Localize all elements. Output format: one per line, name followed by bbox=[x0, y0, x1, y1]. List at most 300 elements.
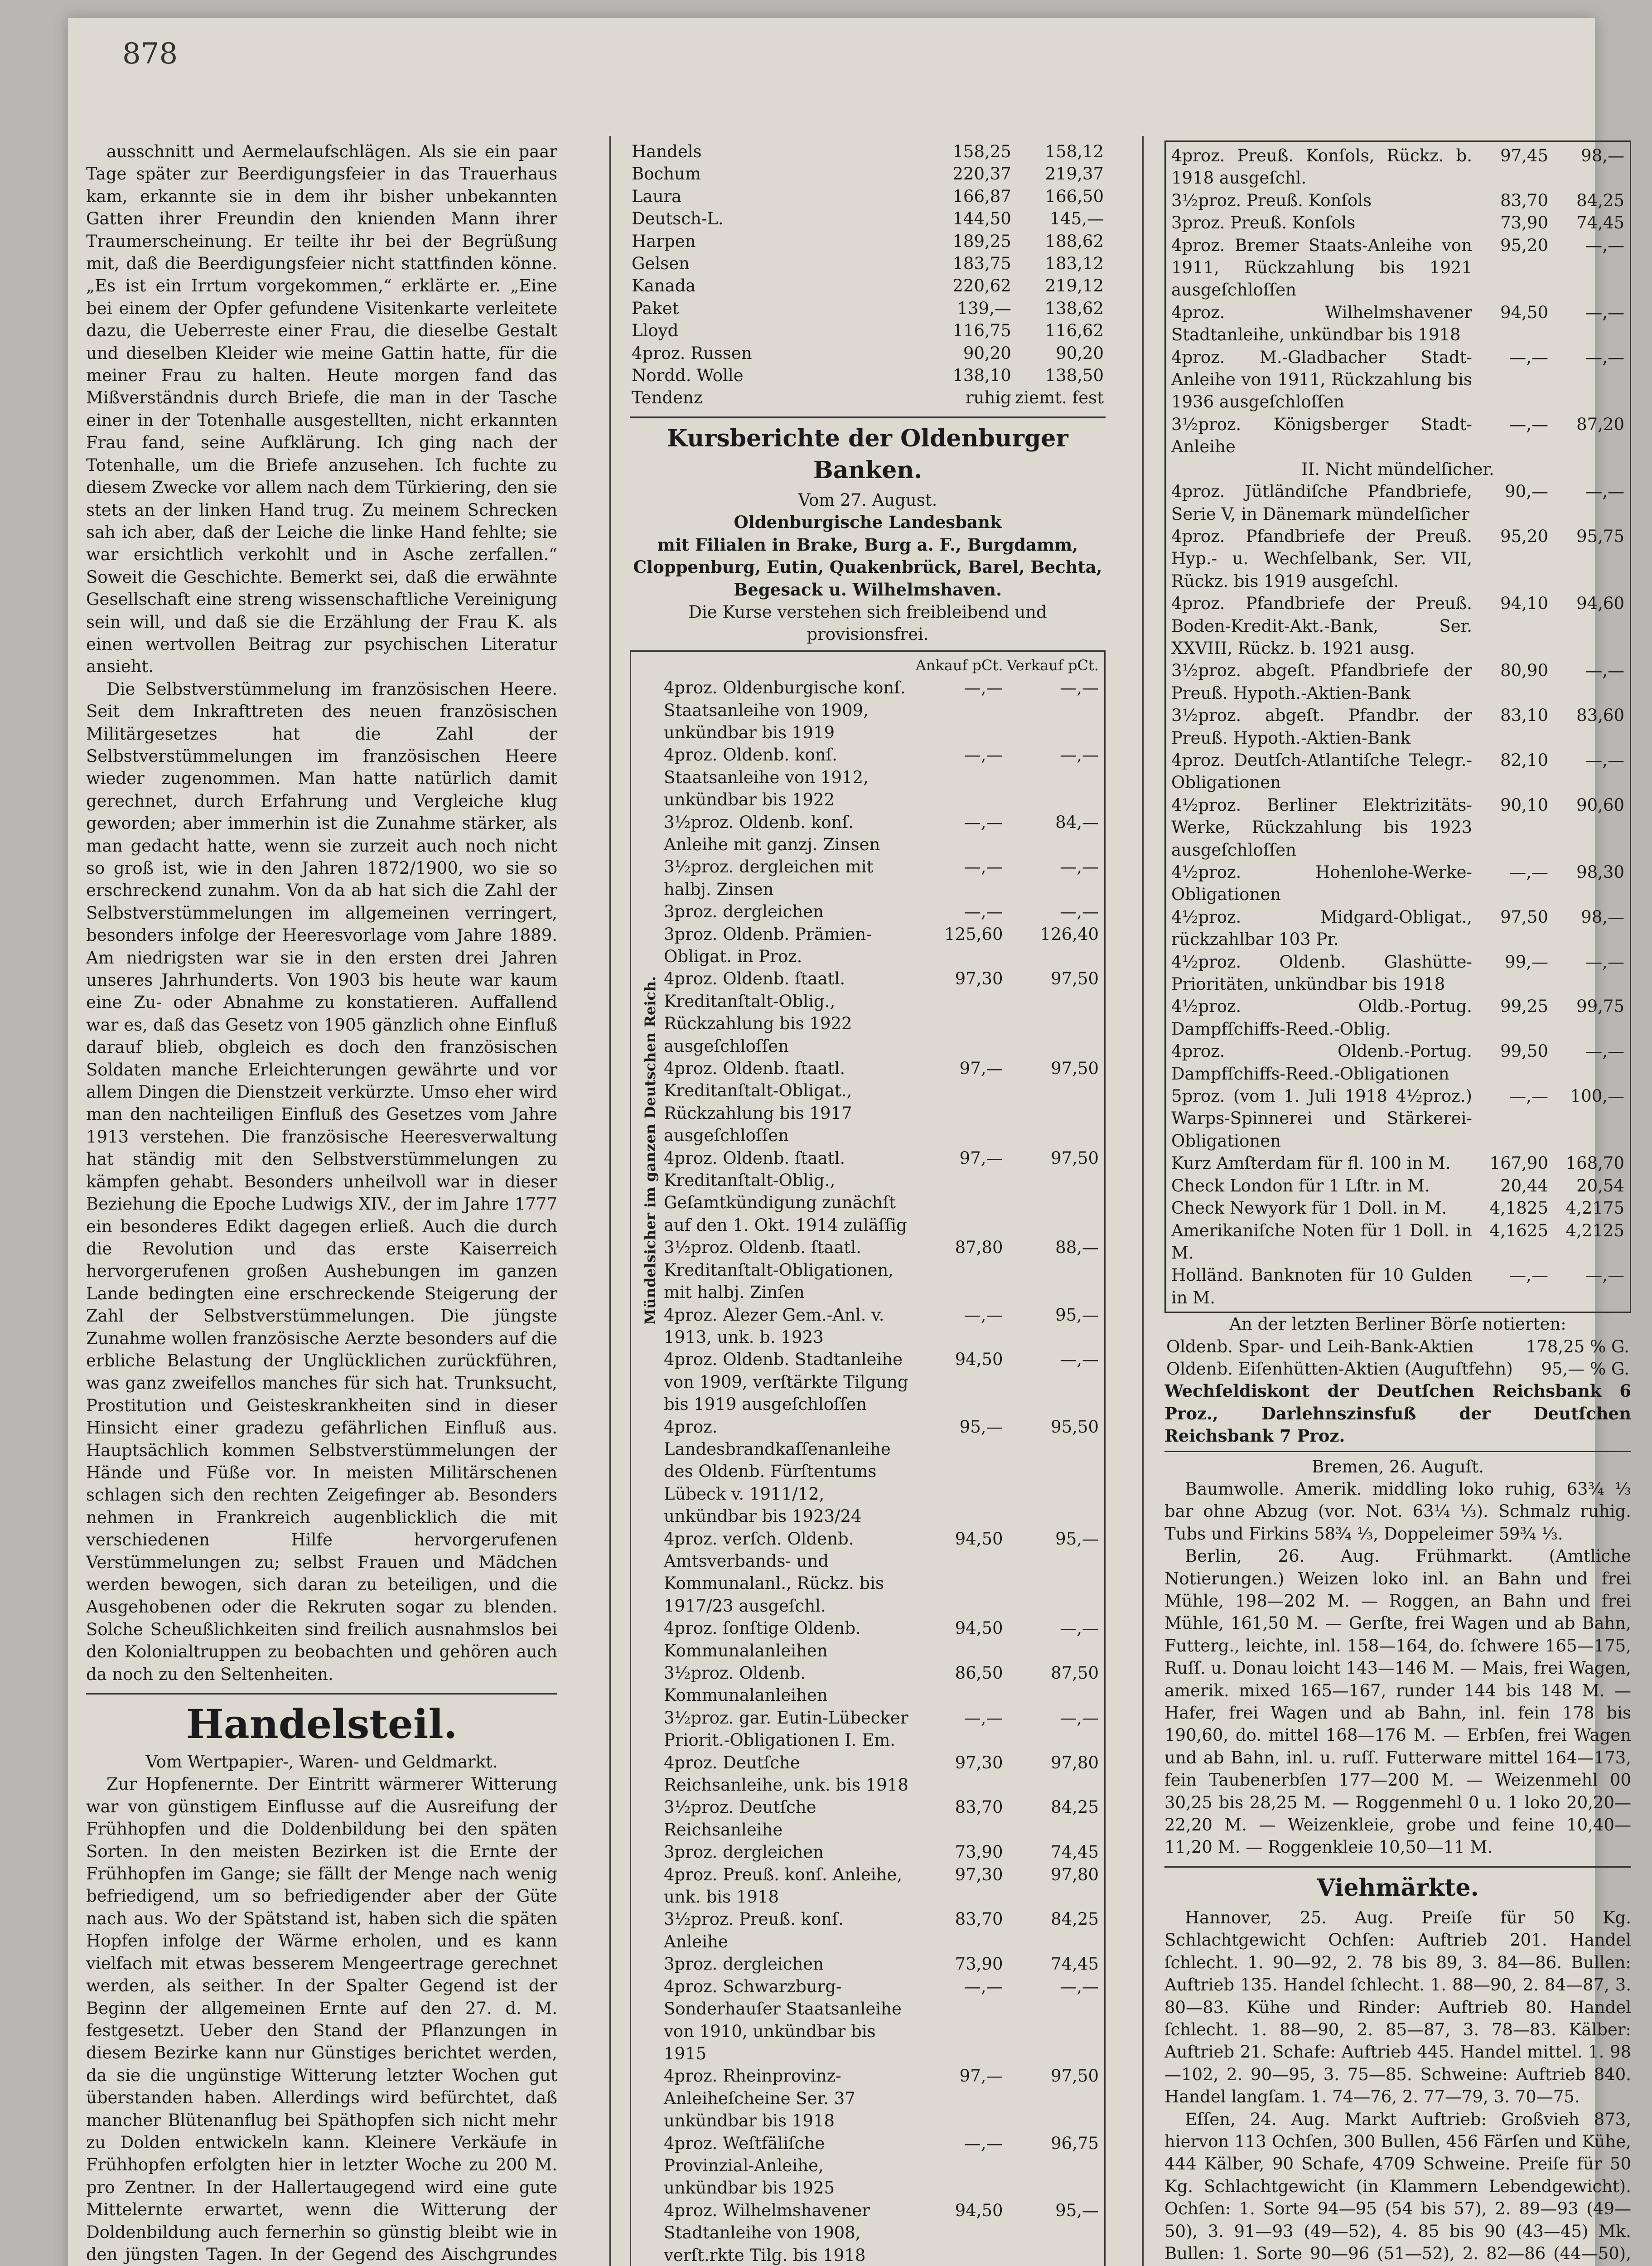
table-row bbox=[1169, 212, 1626, 234]
row-label: Oldenb. Eiſenhütten-Aktien (Auguſtfehn) bbox=[1166, 1359, 1513, 1379]
bank-branches: mit Filialen in Brake, Burg a. F., Burgdamm, Cloppenburg, Eutin, Quakenbrück, Barel, Bechta, Begesack u. Wilhelmshaven. bbox=[633, 534, 1102, 600]
row-value: 94,50 bbox=[955, 1618, 1003, 1638]
row-value: 95,— % G. bbox=[1541, 1359, 1629, 1379]
row-value: 4,2175 bbox=[1565, 1198, 1624, 1218]
table-row bbox=[662, 1975, 1101, 2065]
table-row bbox=[662, 1864, 1101, 1908]
row-value: —,— bbox=[1509, 862, 1548, 882]
bond-quote-table-4 bbox=[1169, 145, 1626, 458]
row-value: 73,90 bbox=[955, 1954, 1003, 1974]
row-value: 97,30 bbox=[955, 969, 1003, 989]
row-label: Nordd. Wolle bbox=[632, 366, 744, 386]
row-value: 166,50 bbox=[1045, 186, 1104, 206]
row-value: —,— bbox=[1509, 1086, 1548, 1106]
row-label: 4proz. Pfandbriefe der Preuß. Hyp.- u. Wechſelbank, Ser. VII, Rückz. bis 1919 ausgeſchl. bbox=[1171, 526, 1472, 591]
article-paragraph: Hannover, 25. Aug. Preiſe für 50 Kg. Schlachtgewicht Ochſen: Auftrieb 201. Handel ſchlecht. 1. 90—92, 2. 78 bis 89, 3. 84—86. Bullen: Auftrieb 135. Handel ſchlecht. 1. 88—90, 2. 84—87, 3. 80—83. Kühe und Rinder: Auftrieb 80. Handel ſchlecht. 1. 88—90, 2. 85—87, 3. 78—83. Kälber: Auftrieb 21. Schafe: Auftrieb 445. Handel mittel. 1. 98—102, 2. 90—95, 3. 75—85. Schweine: Auftrieb 840. Handel langſam. 1. 74—76, 2. 77—79, 3. 70—75. bbox=[1164, 1908, 1631, 2107]
row-value: 126,40 bbox=[1040, 924, 1099, 944]
row-value: 86,50 bbox=[955, 1663, 1003, 1683]
table-row bbox=[662, 1304, 1101, 1349]
section-label-2: II. Nicht mündelſicher. bbox=[1301, 459, 1494, 479]
row-label: 4proz. Alezer Gem.-Anl. v. 1913, unk. b. 1923 bbox=[664, 1305, 884, 1347]
row-value: 220,37 bbox=[952, 164, 1011, 184]
table-row bbox=[662, 1416, 1101, 1528]
row-value: 99,50 bbox=[1500, 1041, 1548, 1061]
row-value: 98,30 bbox=[1576, 862, 1624, 882]
table-row bbox=[1169, 1040, 1626, 1085]
livestock-text bbox=[1164, 1907, 1631, 2266]
row-value: 83,60 bbox=[1576, 706, 1624, 726]
row-value: —,— bbox=[1060, 1350, 1099, 1370]
row-value: 20,44 bbox=[1500, 1176, 1548, 1196]
row-value: —,— bbox=[1585, 1265, 1624, 1285]
row-value: 138,10 bbox=[952, 366, 1011, 386]
row-label: 4proz. Oldenb. ſtaatl. Kreditanſtalt-Oblig., Rückzahlung bis 1922 ausgeſchloſſen bbox=[664, 969, 852, 1056]
row-value: 90,— bbox=[1505, 482, 1548, 502]
table-row bbox=[662, 968, 1101, 1057]
feuilleton-text bbox=[86, 140, 557, 1685]
row-value: 97,80 bbox=[1051, 1753, 1099, 1772]
bond-quote-table-5 bbox=[1169, 480, 1626, 1309]
row-value: ziemt. fest bbox=[1014, 388, 1104, 408]
row-value: 95,75 bbox=[1576, 526, 1624, 546]
table-row bbox=[1169, 1220, 1626, 1264]
table-row bbox=[1169, 346, 1626, 413]
row-value: —,— bbox=[1060, 745, 1099, 765]
table-row bbox=[1169, 1152, 1626, 1174]
row-label: Lloyd bbox=[632, 321, 679, 341]
table-row bbox=[662, 1348, 1101, 1415]
row-value: —,— bbox=[964, 1305, 1003, 1325]
bank-note: Die Kurse verstehen sich freibleibend und provisionsfrei. bbox=[688, 602, 1047, 644]
row-label: Paket bbox=[632, 298, 679, 318]
table-header-row bbox=[662, 654, 1101, 677]
row-value: 83,70 bbox=[955, 1797, 1003, 1817]
row-value: —,— bbox=[1060, 1976, 1099, 1996]
row-value: 116,62 bbox=[1045, 321, 1104, 341]
row-label: Harpen bbox=[632, 231, 696, 251]
table-row bbox=[662, 901, 1101, 923]
bond-quote-box-4 bbox=[1164, 140, 1631, 1313]
row-value: —,— bbox=[1585, 661, 1624, 681]
row-value: 97,50 bbox=[1051, 2066, 1099, 2086]
table-row bbox=[662, 923, 1101, 968]
column-header: Ankauf pCt. bbox=[915, 656, 1003, 674]
table-row bbox=[1169, 995, 1626, 1040]
row-label: 4proz. Oldenb. ſtaatl. Kreditanſtalt-Oblig., Geſamtkündigung zunächſt auf den 1. Okt. 1914 zuläſſig bbox=[664, 1148, 907, 1235]
table-row bbox=[662, 856, 1101, 901]
row-value: 97,80 bbox=[1051, 1864, 1099, 1884]
table-row bbox=[630, 185, 1106, 208]
table-row bbox=[662, 1953, 1101, 1975]
row-value: 97,— bbox=[959, 2066, 1003, 2086]
row-value: 74,45 bbox=[1576, 213, 1624, 233]
row-label: 4½proz. Oldenb. Glashütte-Prioritäten, unkündbar bis 1918 bbox=[1171, 952, 1472, 994]
table-row bbox=[662, 2132, 1101, 2199]
row-label: 4proz. Landesbrandkaſſenanleihe des Oldenb. Fürſtentums Lübeck v. 1911/12, unkündbar bis 1923/24 bbox=[664, 1417, 891, 1526]
row-value: 83,10 bbox=[1500, 706, 1548, 726]
table-row bbox=[630, 163, 1106, 185]
table-row bbox=[1169, 861, 1626, 906]
table-row bbox=[630, 208, 1106, 230]
row-value: 4,1825 bbox=[1489, 1198, 1548, 1218]
row-label: 3proz. dergleichen bbox=[664, 1842, 824, 1862]
row-value: 125,60 bbox=[944, 924, 1003, 944]
row-label: Check London für 1 Lſtr. in M. bbox=[1171, 1176, 1430, 1196]
row-value: 95,— bbox=[1055, 1529, 1099, 1549]
row-value: 97,45 bbox=[1500, 146, 1548, 165]
row-value: —,— bbox=[1585, 302, 1624, 322]
row-value: 100,— bbox=[1570, 1086, 1624, 1106]
row-label: 5proz. (vom 1. Juli 1918 4½proz.) Warps-Spinnerei und Stärkerei-Obligationen bbox=[1171, 1086, 1472, 1151]
row-label: 4proz. Jütländiſche Pfandbriefe, Serie V, in Dänemark mündelſicher bbox=[1171, 482, 1472, 524]
row-label: 3½proz. Königsberger Stadt-Anleihe bbox=[1171, 414, 1472, 457]
row-value: 97,50 bbox=[1051, 969, 1099, 989]
row-value: 94,50 bbox=[955, 1529, 1003, 1549]
row-label: 3proz. dergleichen bbox=[664, 1954, 824, 1974]
row-value: 158,12 bbox=[1045, 142, 1104, 161]
table-row bbox=[1164, 1336, 1631, 1358]
row-value: 189,25 bbox=[952, 231, 1011, 251]
table-row bbox=[1169, 1264, 1626, 1309]
row-value: 95,— bbox=[959, 1417, 1003, 1437]
row-value: —,— bbox=[1585, 347, 1624, 367]
table-row bbox=[662, 2065, 1101, 2132]
row-value: 138,50 bbox=[1045, 366, 1104, 386]
row-label: 3½proz. abgeſt. Pfandbriefe der Preuß. Hypoth.-Aktien-Bank bbox=[1171, 661, 1472, 703]
row-label: 4proz. Oldenburgische konſ. Staatsanleihe von 1909, unkündbar bis 1919 bbox=[664, 678, 906, 742]
section-divider bbox=[1164, 1451, 1631, 1452]
row-value: 90,20 bbox=[1056, 343, 1104, 363]
column-3 bbox=[1164, 140, 1631, 2266]
row-value: 94,60 bbox=[1576, 594, 1624, 614]
row-label: 3½proz. Oldenb. konſ. Anleihe mit ganzj. Zinsen bbox=[664, 812, 880, 854]
row-value: 144,50 bbox=[952, 209, 1011, 229]
berlin-note: An der letzten Berliner Börſe notierten: bbox=[1229, 1314, 1566, 1334]
row-value: 80,90 bbox=[1500, 661, 1548, 681]
row-label: 4proz. Preuß. Konſols, Rückz. b. 1918 ausgeſchl. bbox=[1171, 146, 1472, 188]
table-row bbox=[630, 252, 1106, 275]
row-value: 97,30 bbox=[955, 1864, 1003, 1884]
row-value: 87,20 bbox=[1576, 414, 1624, 434]
row-value: 168,70 bbox=[1565, 1153, 1624, 1173]
table-row bbox=[662, 1841, 1101, 1863]
row-label: 3½proz. Oldenb. Kommunalanleihen bbox=[664, 1663, 828, 1705]
article-paragraph: Berlin, 26. Aug. Frühmarkt. (Amtliche Notierungen.) Weizen loko inl. an Bahn und frei Mühle, 198—202 M. — Roggen, an Bahn und frei Mühle, 161,50 M. — Gerſte, frei Wagen und ab Bahn, Futterg., leichte, inl. 158—164, do. ſchwere 165—175, Ruſſ. u. Donau loicht 143—146 M. — Mais, frei Wagen, amerik. mixed 165—167, runder 144 bis 148 M. — Hafer, frei Wagen und ab Bahn, inl. fein 178 bis 190,60, do. mittel 168—176 M. — Erbſen, frei Wagen und ab Bahn, inl. u. ruſſ. Futterware mittel 164—173, fein Taubenerbſen 177—200 M. — Weizenmehl 00 30,25 bis 28,25 M. — Roggenmehl 0 u. 1 loko 20,20—22,20 M. — Weizenkleie, grobe und feine 10,40—11,20 M. — Roggenkleie 10,50—11 M. bbox=[1164, 1546, 1631, 1857]
table-row bbox=[1169, 480, 1626, 525]
row-value: 74,45 bbox=[1051, 1842, 1099, 1862]
bond-quote-box bbox=[630, 650, 1106, 2266]
row-label: 4proz. Pfandbriefe der Preuß. Boden-Kredit-Akt.-Bank, Ser. XXVIII, Rückz. b. 1921 ausg. bbox=[1171, 594, 1472, 658]
page-number: 878 bbox=[122, 37, 178, 71]
row-value: 183,12 bbox=[1045, 254, 1104, 274]
row-value: 97,30 bbox=[955, 1753, 1003, 1772]
table-row bbox=[630, 297, 1106, 320]
row-value: 97,50 bbox=[1500, 907, 1548, 927]
row-value: 98,— bbox=[1581, 907, 1624, 927]
row-value: —,— bbox=[1509, 1265, 1548, 1285]
row-label: 4½proz. Oldb.-Portug. Dampfſchiffs-Reed.-Oblig. bbox=[1171, 997, 1472, 1039]
section-heading-viehmaerkte: Viehmärkte. bbox=[1317, 1874, 1479, 1902]
row-value: 84,25 bbox=[1051, 1797, 1099, 1817]
table-row bbox=[1169, 1175, 1626, 1197]
wechsel-note: Wechſeldiskont der Deutſchen Reichsbank 6 Proz., Darlehnszinsfuß der Deutſchen Reichsbank 7 Proz. bbox=[1164, 1381, 1631, 1446]
row-value: 84,— bbox=[1055, 812, 1099, 832]
table-row bbox=[1169, 189, 1626, 212]
row-label: Holländ. Banknoten für 10 Gulden in M. bbox=[1171, 1265, 1472, 1307]
row-value: 94,50 bbox=[1500, 302, 1548, 322]
row-label: Kurz Amſterdam für fl. 100 in M. bbox=[1171, 1153, 1451, 1173]
table-row bbox=[1169, 659, 1626, 704]
table-row bbox=[630, 140, 1106, 163]
row-value: 167,90 bbox=[1489, 1153, 1548, 1173]
bond-quote-table bbox=[662, 654, 1101, 2266]
table-row bbox=[662, 1057, 1101, 1147]
row-value: —,— bbox=[964, 1976, 1003, 1996]
row-value: —,— bbox=[964, 1708, 1003, 1728]
article-paragraph: Zur Hopfenernte. Der Eintritt wärmerer Witterung war von günstigem Einflusse auf die Ausreifung der Frühhopfen und die Doldenbildung bei den späten Sorten. In den meisten Bezirken ist die Ernte der Frühhopfen im Gange; sie fällt der Menge nach wenig befriedigend, um so befriedigender aber der Güte nach aus. Wo der Spätstand ist, haben sich die späten Hopfen infolge der Wärme erholen, und es kann vielfach mit etwas besserem Mengeertrage gerechnet werden, als seither. In der Spalter Gegend ist der Beginn der allgemeinen Ernte auf den 27. d. M. festgesetzt. Ueber den Stand der Pflanzungen in diesem Bezirke kann nur Günstiges berichtet werden, da sie die ungünstige Witterung letzter Wochen gut überstanden haben. Allerdings wird befürchtet, daß mancher Blütenanflug bei Späthopfen sich nicht mehr zu Dolden entwickeln kann. Kleinere Verkäufe in Frühhopfen erfolgten hier in letzter Woche zu 200 M. pro Zentner. In der Hallertaugegend wird eine gute Mittelernte erwartet, wenn die Witterung der Doldenbildung auch fernerhin so günstig bleibt wie in den jüngsten Tagen. In der Gegend des Aischgrundes bbox=[86, 1774, 557, 2264]
section-subheading: Vom Wertpapier-, Waren- und Geldmarkt. bbox=[145, 1752, 498, 1772]
row-value: —,— bbox=[1060, 902, 1099, 922]
row-value: 220,62 bbox=[952, 276, 1011, 296]
row-label: 4proz. Wilhelmshavener Stadtanleihe von 1908, verſt.rkte Tilg. bis 1918 bbox=[664, 2200, 870, 2265]
row-value: 95,50 bbox=[1051, 1417, 1099, 1437]
commodity-text bbox=[1164, 1478, 1631, 1859]
table-row bbox=[662, 1236, 1101, 1303]
row-value: 138,62 bbox=[1045, 298, 1104, 318]
article-paragraph: ausschnitt und Aermelaufschlägen. Als sie ein paar Tage später zur Beerdigungsfeier in das Trauerhaus kam, erkannte sie in dem ihr bisher unbekannten Gatten ihrer Freundin den knienden Mann ihrer Traumerscheinung. Er teilte ihr bei der Begrüßung mit, daß die Beerdigungsfeier nicht stattfinden könne. „Es ist ein Irrtum vorgekommen,“ erklärte er. „Eine bei einem der Opfer gefundene Visitenkarte verleitete dazu, die Ueberreste einer Frau, die dieselbe Gestalt und dieselben Kleider wie meine Gattin hatte, für die meiner Frau zu halten. Heute morgen fand das Mißverständnis durch Briefe, die man in der Tasche einer in der Totenhalle ausgestellten, nicht erkannten Frau fand, seine Aufklärung. Ich ging nach der Totenhalle, um die Briefe anzusehen. Ich fuchte zu diesem Zwecke vor allem nach dem Türkiering, den sie stets an der linken Hand trug. Zu meinem Schrecken sah ich aber, daß der Leiche die linke Hand fehlte; sie war ersichtlich verkohlt und in Asche zerfallen.“ Soweit die Geschichte. Bemerkt sei, daß die erwähnte Gesellschaft eine streng wissenschaftliche Vereinigung sein will, und daß sie die Erzählung der Frau K. als einen wertvollen Beitrag zur psychischen Literatur ansieht. bbox=[86, 142, 557, 677]
table-row bbox=[662, 677, 1101, 744]
row-label: 4proz. Deutſch-Atlantiſche Telegr.-Obligationen bbox=[1171, 750, 1472, 793]
row-label: Tendenz bbox=[632, 388, 703, 408]
row-value: 97,— bbox=[959, 1148, 1003, 1168]
row-value: 99,25 bbox=[1500, 997, 1548, 1017]
side-label: Mündelsicher im ganzen Deutschen Reich. bbox=[642, 976, 659, 1325]
row-label: Deutsch-L. bbox=[632, 209, 724, 229]
row-value: —,— bbox=[1060, 857, 1099, 877]
column-header bbox=[662, 654, 914, 677]
row-value: 97,50 bbox=[1051, 1059, 1099, 1079]
row-label: 4proz. Oldenb. konſ. Staatsanleihe von 1912, unkündbar bis 1922 bbox=[664, 745, 869, 810]
table-row bbox=[1169, 301, 1626, 346]
row-label: Laura bbox=[632, 186, 682, 206]
row-value: —,— bbox=[964, 745, 1003, 765]
table-row bbox=[1169, 794, 1626, 861]
row-label: 4proz. Bremer Staats-Anleihe von 1911, Rückzahlung bis 1921 ausgeſchloſſen bbox=[1171, 235, 1472, 300]
row-label: 3½proz. abgeſt. Pfandbr. der Preuß. Hypoth.-Aktien-Bank bbox=[1171, 706, 1472, 748]
table-row bbox=[662, 1662, 1101, 1707]
row-value: 95,— bbox=[1055, 1305, 1099, 1325]
row-value: 158,25 bbox=[952, 142, 1011, 161]
row-value: 83,70 bbox=[1500, 190, 1548, 210]
row-value: —,— bbox=[964, 902, 1003, 922]
table-row bbox=[1169, 1197, 1626, 1219]
article-paragraph: Baumwolle. Amerik. middling loko ruhig, 63¾ ⅓ bar ohne Abzug (vor. Not. 63¼ ⅓). Schmalz ruhig. Tubs und Firkins 58¾ ⅓, Doppeleimer 59¾ ⅓. bbox=[1164, 1479, 1631, 1544]
row-value: 88,— bbox=[1055, 1238, 1099, 1258]
table-row bbox=[662, 1147, 1101, 1237]
report-date: Vom 27. August. bbox=[798, 490, 937, 510]
article-paragraph: Die Selbstverstümmelung im französischen Heere. Seit dem Inkrafttreten des neuen französischen Militärgesetzes hat die Zahl der Selbstverstümmelungen im französischen Heere wieder zugenommen. Man hatte natürlich damit gerechnet, durch Erfahrung und Vergleiche klug geworden; aber immerhin ist die Zunahme stärker, als man gedacht hatte, wenn sie zurzeit auch noch nicht so groß ist, wie in den Jahren 1872/1900, wo sie so erschreckend zunahm. Von da ab hat sich die Zahl der Selbstverstümmelungen im allgemeinen verringert, besonders infolge der Heeresvorlage vom Jahre 1889. Am niedrigsten war sie in den ersten drei Jahren unseres Jahrhunderts. Von 1903 bis heute war kaum eine Zu- oder Abnahme zu konstatieren. Auffallend war es, daß das Gesetz von 1905 gänzlich ohne Einfluß darauf blieb, obgleich es doch den französischen Soldaten manche Erleichterungen gewährte und vor allem Dingen die Dienstzeit verkürzte. Umso eher wird man den nachteiligen Einfluß des Gesetzes vom Jahre 1913 verstehen. Die französische Heeresverwaltung hat ständig mit den Selbstverstümmelungen zu kämpfen gehabt. Besonders unheilvoll war in dieser Beziehung die Epoche Ludwigs XIV., der im Jahre 1777 ein besonderes Edikt dagegen erließ. Auch die durch die Revolution und das erste Kaiserreich hervorgerufenen großen Aushebungen im ganzen Lande bedingten eine erschreckende Steigerung der Zahl der Selbstverstümmelungen. Die jüngste Zunahme wollen französische Aerzte besonders auf die erbliche Belastung der Unglücklichen zurückführen, was ganz zweifellos manches für sich hat. Trunksucht, Prostitution und Geisteskrankheiten sind in dieser Hinsicht einer gradezu gefährlichen Einfluß aus. Hauptsächlich kommen Selbstverstümmelungen der Hände und Füße vor. In meisten Militärschenen schlagen sich den rechten Zeigefinger ab. Besonders nehmen in Frankreich augenblicklich die mit verschiedenen Hilfe hervorgerufenen Verstümmelungen zu; selbst Frauen und Mädchen werden bewogen, sich daran zu beteiligen, und die Ausgehobenen oder die Rekruten sogar zu blenden. Solche Scheußlichkeiten sind freilich ausnahmslos bei den Kolonialtruppen zu beobachten und gehören auch da noch zu den Seltenheiten. bbox=[86, 679, 557, 1684]
row-label: 3½proz. Oldenb. ſtaatl. Kreditanſtalt-Obligationen, mit halbj. Zinſen bbox=[664, 1238, 894, 1302]
table-row bbox=[1169, 592, 1626, 659]
table-row bbox=[1169, 951, 1626, 996]
row-value: —,— bbox=[964, 857, 1003, 877]
row-value: 99,75 bbox=[1576, 997, 1624, 1017]
row-value: 4,1625 bbox=[1489, 1220, 1548, 1240]
row-value: 73,90 bbox=[1500, 213, 1548, 233]
row-label: Bochum bbox=[632, 164, 701, 184]
row-value: —,— bbox=[1585, 235, 1624, 255]
table-row bbox=[1169, 413, 1626, 458]
share-table bbox=[1164, 1336, 1631, 1380]
row-value: 219,37 bbox=[1045, 164, 1104, 184]
row-value: 95,— bbox=[1055, 2200, 1099, 2220]
row-label: 4proz. ſonſtige Oldenb. Kommunalanleihen bbox=[664, 1618, 861, 1661]
row-value: 73,90 bbox=[955, 1842, 1003, 1862]
row-label: 4proz. Wilhelmshavener Stadtanleihe, unkündbar bis 1918 bbox=[1171, 302, 1472, 345]
row-value: 94,10 bbox=[1500, 594, 1548, 614]
row-label: 3proz. dergleichen bbox=[664, 902, 824, 922]
row-label: 4proz. Oldenb. ſtaatl. Kreditanſtalt-Obligat., Rückzahlung bis 1917 ausgeſchloſſen bbox=[664, 1059, 852, 1146]
row-value: —,— bbox=[964, 678, 1003, 698]
row-value: 178,25 % G. bbox=[1526, 1336, 1629, 1356]
table-row bbox=[662, 1617, 1101, 1662]
table-row bbox=[662, 2199, 1101, 2266]
row-value: 95,20 bbox=[1500, 526, 1548, 546]
column-rule bbox=[609, 136, 611, 2266]
row-value: 139,— bbox=[957, 298, 1011, 318]
section-divider bbox=[1164, 1866, 1631, 1868]
row-label: Gelsen bbox=[632, 254, 690, 274]
row-label: 4proz. M.-Gladbacher Stadt-Anleihe von 1911, Rückzahlung bis 1936 ausgeſchloſſen bbox=[1171, 347, 1472, 412]
row-value: —,— bbox=[964, 2133, 1003, 2153]
table-row bbox=[662, 1908, 1101, 1953]
table-row bbox=[662, 744, 1101, 811]
row-label: 3½proz. Preuß. konſ. Anleihe bbox=[664, 1909, 844, 1951]
bank-name: Oldenburgische Landesbank bbox=[734, 512, 1002, 533]
row-value: —,— bbox=[1060, 1708, 1099, 1728]
row-value: 219,12 bbox=[1045, 276, 1104, 296]
row-label: 4½proz. Hohenlohe-Werke-Obligationen bbox=[1171, 862, 1472, 905]
section-divider bbox=[630, 416, 1106, 418]
row-label: Amerikaniſche Noten für 1 Doll. in M. bbox=[1171, 1220, 1472, 1263]
row-label: 4proz. verſch. Oldenb. Amtsverbands- und Kommunalanl., Rückz. bis 1917/23 ausgeſchl. bbox=[664, 1529, 884, 1616]
article-paragraph: Eſſen, 24. Aug. Markt Auftrieb: Großvieh 873, hiervon 113 Ochſen, 300 Bullen, 456 Färſen und Kühe, 444 Kälber, 90 Schafe, 4709 Schweine. Preiſe für 50 Kg. Schlachtgewicht (in Klammern Lebendgewicht). Ochſen: 1. Sorte 94—95 (54 bis 57), 2. 89—93 (49—50), 3. 91—93 (49—52), 4. 85 bis 90 (43—45) Mk. Bullen: 1. Sorte 90—96 (51—52), 2. 82—86 (44—50), bbox=[1164, 2109, 1631, 2263]
column-1 bbox=[86, 140, 557, 2266]
section-heading-handelsteil: Handelsteil. bbox=[186, 1700, 458, 1748]
row-value: 90,60 bbox=[1576, 795, 1624, 815]
column-2 bbox=[630, 140, 1106, 2266]
row-label: 4proz. Oldenb. Stadtanleihe von 1909, verſtärkte Tilgung bis 1919 ausgeſchloſſen bbox=[664, 1350, 908, 1414]
table-row bbox=[1169, 704, 1626, 749]
row-value: 94,50 bbox=[955, 1350, 1003, 1370]
row-value: —,— bbox=[1060, 1618, 1099, 1638]
row-value: —,— bbox=[1060, 678, 1099, 698]
row-value: —,— bbox=[1585, 952, 1624, 972]
row-value: 90,20 bbox=[963, 343, 1011, 363]
table-row bbox=[1169, 145, 1626, 189]
row-label: 4proz. Schwarzburg-Sonderhauſer Staatsanleihe von 1910, unkündbar bis 1915 bbox=[664, 1976, 902, 2063]
column-header: Verkauf pCt. bbox=[1006, 656, 1099, 674]
row-value: —,— bbox=[964, 812, 1003, 832]
table-row bbox=[1169, 749, 1626, 794]
table-row bbox=[630, 230, 1106, 252]
row-value: —,— bbox=[1509, 414, 1548, 434]
row-value: 145,— bbox=[1049, 209, 1104, 229]
row-value: 84,25 bbox=[1576, 190, 1624, 210]
bremen-date: Bremen, 26. Auguſt. bbox=[1311, 1457, 1484, 1477]
table-row bbox=[662, 1752, 1101, 1796]
row-value: —,— bbox=[1585, 482, 1624, 502]
section-heading-kursberichte: Kursberichte der Oldenburger Banken. bbox=[667, 424, 1068, 484]
table-row bbox=[630, 342, 1106, 364]
row-label: 3½proz. Deutſche Reichsanleihe bbox=[664, 1797, 816, 1840]
row-value: ruhig bbox=[965, 388, 1011, 408]
row-label: Kanada bbox=[632, 276, 696, 296]
row-value: 20,54 bbox=[1576, 1176, 1624, 1196]
table-row bbox=[1169, 234, 1626, 301]
row-label: Check Newyork für 1 Doll. in M. bbox=[1171, 1198, 1447, 1218]
row-value: 95,20 bbox=[1500, 235, 1548, 255]
row-value: 82,10 bbox=[1500, 750, 1548, 770]
row-value: 183,75 bbox=[952, 254, 1011, 274]
row-value: —,— bbox=[1585, 750, 1624, 770]
table-row bbox=[662, 1796, 1101, 1841]
row-value: 83,70 bbox=[955, 1909, 1003, 1929]
row-value: 90,10 bbox=[1500, 795, 1548, 815]
row-label: 4proz. Oldenb.-Portug. Dampfſchiffs-Reed.-Obligationen bbox=[1171, 1041, 1472, 1084]
row-label: 3proz. Oldenb. Prämien-Obligat. in Proz. bbox=[664, 924, 872, 966]
table-row bbox=[630, 364, 1106, 387]
row-label: 4½proz. Berliner Elektrizitäts-Werke, Rückzahlung bis 1923 ausgeſchloſſen bbox=[1171, 795, 1472, 860]
row-label: 3½proz. gar. Eutin-Lübecker Priorit.-Obligationen I. Em. bbox=[664, 1708, 908, 1750]
row-label: Handels bbox=[632, 142, 702, 161]
table-row bbox=[1169, 525, 1626, 592]
row-label: 4proz. Russen bbox=[632, 343, 752, 363]
column-rule bbox=[1142, 136, 1144, 2266]
row-value: 74,45 bbox=[1051, 1954, 1099, 1974]
row-label: 3½proz. dergleichen mit halbj. Zinsen bbox=[664, 857, 874, 899]
table-row bbox=[662, 811, 1101, 856]
row-value: 116,75 bbox=[952, 321, 1011, 341]
row-value: 97,— bbox=[959, 1059, 1003, 1079]
section-divider bbox=[86, 1693, 557, 1695]
row-value: 99,— bbox=[1505, 952, 1548, 972]
row-label: 4½proz. Midgard-Obligat., rückzahlbar 103 Pr. bbox=[1171, 907, 1472, 949]
row-value: 188,62 bbox=[1045, 231, 1104, 251]
table-row bbox=[630, 320, 1106, 342]
market-report-text bbox=[86, 1773, 557, 2266]
table-row bbox=[630, 387, 1106, 409]
row-label: 4proz. Weſtfäliſche Provinzial-Anleihe, unkündbar bis 1925 bbox=[664, 2133, 835, 2198]
row-value: 166,87 bbox=[952, 186, 1011, 206]
table-row bbox=[1164, 1358, 1631, 1380]
row-label: 3½proz. Preuß. Konſols bbox=[1171, 190, 1372, 210]
row-value: 87,50 bbox=[1051, 1663, 1099, 1683]
stock-price-table bbox=[630, 140, 1106, 409]
row-value: 84,25 bbox=[1051, 1909, 1099, 1929]
row-label: 4proz. Rheinprovinz-Anleiheſcheine Ser. 37 unkündbar bis 1918 bbox=[664, 2066, 855, 2131]
table-row bbox=[662, 1707, 1101, 1752]
row-label: Oldenb. Spar- und Leih-Bank-Aktien bbox=[1166, 1336, 1474, 1356]
table-row bbox=[662, 1528, 1101, 1617]
row-label: 3proz. Preuß. Konſols bbox=[1171, 213, 1356, 233]
row-value: —,— bbox=[1509, 347, 1548, 367]
row-label: 4proz. Deutſche Reichsanleihe, unk. bis 1918 bbox=[664, 1753, 908, 1795]
row-value: 98,— bbox=[1581, 146, 1624, 165]
row-value: 96,75 bbox=[1051, 2133, 1099, 2153]
row-value: —,— bbox=[1585, 1041, 1624, 1061]
table-row bbox=[1169, 1085, 1626, 1152]
